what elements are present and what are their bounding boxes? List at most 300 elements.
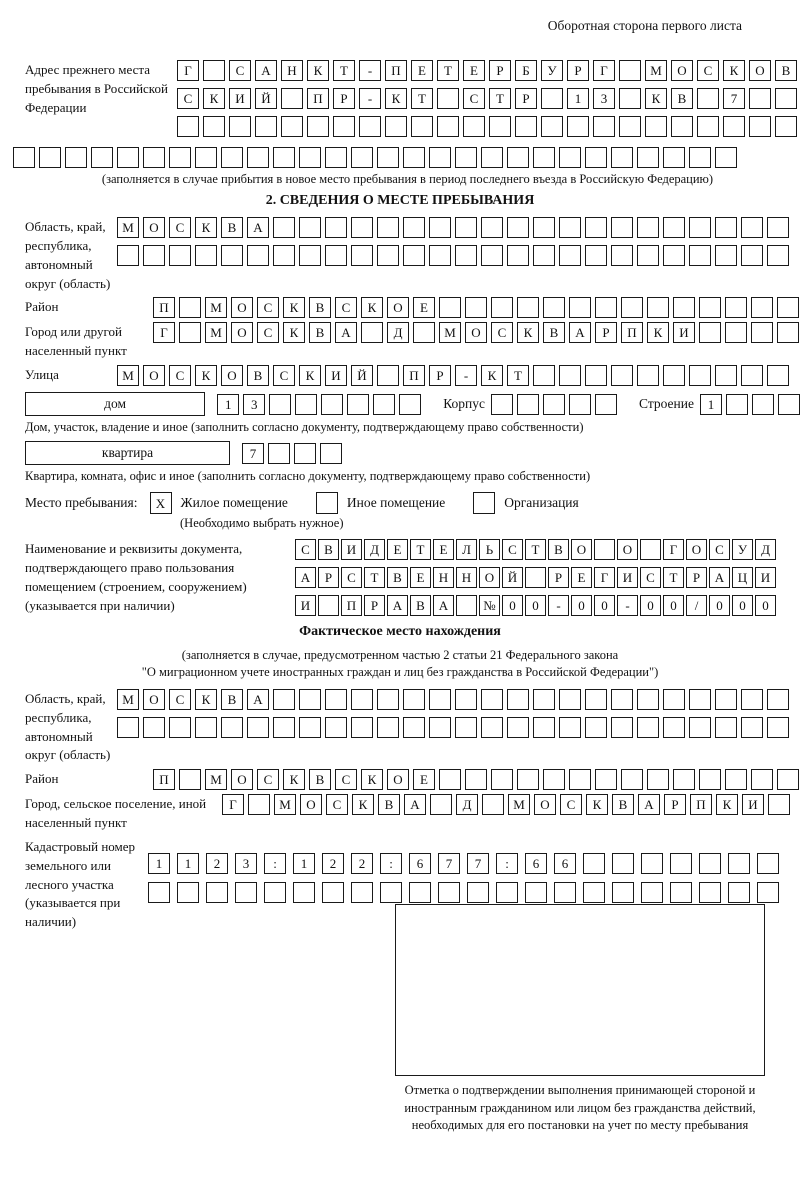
char-box[interactable] [465, 769, 487, 790]
char-box[interactable]: 7 [723, 88, 745, 109]
char-box[interactable]: О [387, 769, 409, 790]
char-box[interactable]: И [755, 567, 776, 588]
char-box[interactable]: Е [410, 567, 431, 588]
char-box[interactable] [699, 853, 721, 874]
char-box[interactable] [583, 853, 605, 874]
char-box[interactable] [567, 116, 589, 137]
char-box[interactable] [456, 595, 477, 616]
char-box[interactable] [91, 147, 113, 168]
char-box[interactable]: В [247, 365, 269, 386]
char-box[interactable]: - [359, 60, 381, 81]
char-box[interactable]: 0 [755, 595, 776, 616]
char-box[interactable] [641, 853, 663, 874]
char-box[interactable]: С [257, 297, 279, 318]
char-box[interactable] [318, 595, 339, 616]
stay-option-other-checkbox[interactable] [316, 492, 338, 514]
char-box[interactable]: О [617, 539, 638, 560]
char-box[interactable]: С [502, 539, 523, 560]
char-box[interactable] [377, 365, 399, 386]
char-box[interactable]: А [295, 567, 316, 588]
char-box[interactable] [619, 88, 641, 109]
char-box[interactable] [455, 147, 477, 168]
char-box[interactable] [281, 88, 303, 109]
char-box[interactable] [299, 717, 321, 738]
char-box[interactable]: 2 [351, 853, 373, 874]
char-box[interactable] [221, 147, 243, 168]
char-box[interactable] [725, 769, 747, 790]
char-box[interactable] [143, 147, 165, 168]
char-box[interactable] [403, 217, 425, 238]
char-box[interactable]: Р [429, 365, 451, 386]
char-box[interactable] [273, 217, 295, 238]
char-box[interactable] [463, 116, 485, 137]
char-box[interactable] [481, 245, 503, 266]
char-box[interactable]: С [640, 567, 661, 588]
char-box[interactable] [294, 443, 316, 464]
char-box[interactable] [715, 689, 737, 710]
char-box[interactable] [637, 365, 659, 386]
char-box[interactable] [559, 217, 581, 238]
char-box[interactable]: С [273, 365, 295, 386]
char-box[interactable]: В [309, 322, 331, 343]
char-box[interactable]: Й [255, 88, 277, 109]
char-box[interactable]: О [143, 689, 165, 710]
char-box[interactable]: Д [387, 322, 409, 343]
char-box[interactable] [697, 88, 719, 109]
char-box[interactable] [377, 217, 399, 238]
char-box[interactable] [351, 717, 373, 738]
char-box[interactable] [697, 116, 719, 137]
char-box[interactable] [640, 539, 661, 560]
char-box[interactable] [715, 217, 737, 238]
char-box[interactable] [403, 689, 425, 710]
char-box[interactable] [491, 769, 513, 790]
char-box[interactable]: 3 [593, 88, 615, 109]
char-box[interactable]: 7 [242, 443, 264, 464]
char-box[interactable] [585, 365, 607, 386]
char-box[interactable] [533, 689, 555, 710]
char-box[interactable]: С [697, 60, 719, 81]
char-box[interactable] [611, 689, 633, 710]
char-box[interactable] [637, 689, 659, 710]
char-box[interactable]: К [283, 769, 305, 790]
char-box[interactable]: 2 [322, 853, 344, 874]
char-box[interactable] [728, 853, 750, 874]
char-box[interactable] [273, 689, 295, 710]
char-box[interactable] [229, 116, 251, 137]
char-box[interactable] [377, 717, 399, 738]
char-box[interactable]: В [318, 539, 339, 560]
char-box[interactable] [663, 147, 685, 168]
char-box[interactable]: : [496, 853, 518, 874]
char-box[interactable] [594, 539, 615, 560]
char-box[interactable] [322, 882, 344, 903]
char-box[interactable]: Р [548, 567, 569, 588]
char-box[interactable]: 6 [525, 853, 547, 874]
char-box[interactable] [430, 794, 452, 815]
char-box[interactable]: К [203, 88, 225, 109]
char-box[interactable]: С [169, 217, 191, 238]
char-box[interactable] [741, 689, 763, 710]
char-box[interactable] [377, 245, 399, 266]
char-box[interactable]: П [690, 794, 712, 815]
char-box[interactable]: М [117, 365, 139, 386]
char-box[interactable] [321, 394, 343, 415]
char-box[interactable]: О [143, 365, 165, 386]
char-box[interactable]: Р [318, 567, 339, 588]
char-box[interactable] [647, 297, 669, 318]
char-box[interactable] [583, 882, 605, 903]
char-box[interactable]: В [309, 297, 331, 318]
char-box[interactable]: И [229, 88, 251, 109]
char-box[interactable] [777, 769, 799, 790]
char-box[interactable]: О [465, 322, 487, 343]
char-box[interactable]: : [380, 853, 402, 874]
char-box[interactable]: С [169, 689, 191, 710]
char-box[interactable]: О [231, 769, 253, 790]
char-box[interactable] [221, 717, 243, 738]
char-box[interactable]: В [410, 595, 431, 616]
char-box[interactable] [169, 147, 191, 168]
char-box[interactable]: 0 [502, 595, 523, 616]
char-box[interactable]: Н [456, 567, 477, 588]
char-box[interactable]: Г [177, 60, 199, 81]
char-box[interactable]: 1 [177, 853, 199, 874]
char-box[interactable]: 1 [567, 88, 589, 109]
char-box[interactable]: В [543, 322, 565, 343]
char-box[interactable]: № [479, 595, 500, 616]
char-box[interactable] [619, 60, 641, 81]
char-box[interactable]: : [264, 853, 286, 874]
char-box[interactable]: П [153, 769, 175, 790]
char-box[interactable]: Г [594, 567, 615, 588]
char-box[interactable] [741, 717, 763, 738]
char-box[interactable] [281, 116, 303, 137]
char-box[interactable]: 0 [571, 595, 592, 616]
char-box[interactable]: П [153, 297, 175, 318]
char-box[interactable]: Е [413, 769, 435, 790]
char-box[interactable] [429, 217, 451, 238]
char-box[interactable]: И [325, 365, 347, 386]
char-box[interactable]: В [309, 769, 331, 790]
char-box[interactable]: 0 [663, 595, 684, 616]
stay-option-organization-checkbox[interactable] [473, 492, 495, 514]
char-box[interactable]: Н [433, 567, 454, 588]
char-box[interactable]: С [229, 60, 251, 81]
char-box[interactable]: И [617, 567, 638, 588]
char-box[interactable] [585, 147, 607, 168]
char-box[interactable] [619, 116, 641, 137]
char-box[interactable]: Р [489, 60, 511, 81]
char-box[interactable] [351, 689, 373, 710]
char-box[interactable]: В [548, 539, 569, 560]
char-box[interactable] [543, 394, 565, 415]
char-box[interactable] [235, 882, 257, 903]
char-box[interactable]: К [283, 297, 305, 318]
char-box[interactable] [749, 116, 771, 137]
char-box[interactable]: Й [351, 365, 373, 386]
char-box[interactable] [663, 245, 685, 266]
char-box[interactable] [525, 882, 547, 903]
char-box[interactable] [585, 245, 607, 266]
char-box[interactable] [595, 769, 617, 790]
char-box[interactable]: О [143, 217, 165, 238]
char-box[interactable] [429, 689, 451, 710]
char-box[interactable]: А [255, 60, 277, 81]
char-box[interactable]: К [299, 365, 321, 386]
char-box[interactable]: С [341, 567, 362, 588]
char-box[interactable] [169, 717, 191, 738]
char-box[interactable] [377, 147, 399, 168]
char-box[interactable] [517, 394, 539, 415]
char-box[interactable] [689, 689, 711, 710]
char-box[interactable]: М [205, 297, 227, 318]
char-box[interactable] [247, 147, 269, 168]
char-box[interactable] [264, 882, 286, 903]
char-box[interactable] [438, 882, 460, 903]
char-box[interactable]: К [195, 365, 217, 386]
char-box[interactable] [671, 116, 693, 137]
char-box[interactable]: Т [364, 567, 385, 588]
char-box[interactable] [295, 394, 317, 415]
char-box[interactable] [481, 717, 503, 738]
char-box[interactable]: В [221, 689, 243, 710]
char-box[interactable] [767, 365, 789, 386]
char-box[interactable]: К [385, 88, 407, 109]
char-box[interactable] [725, 297, 747, 318]
char-box[interactable]: 1 [217, 394, 239, 415]
char-box[interactable] [248, 794, 270, 815]
char-box[interactable] [507, 147, 529, 168]
char-box[interactable] [554, 882, 576, 903]
char-box[interactable]: К [716, 794, 738, 815]
char-box[interactable]: М [117, 689, 139, 710]
char-box[interactable] [751, 769, 773, 790]
char-box[interactable] [143, 717, 165, 738]
char-box[interactable]: С [295, 539, 316, 560]
char-box[interactable]: В [387, 567, 408, 588]
char-box[interactable] [489, 116, 511, 137]
char-box[interactable] [543, 769, 565, 790]
char-box[interactable] [767, 217, 789, 238]
char-box[interactable] [621, 769, 643, 790]
char-box[interactable] [741, 217, 763, 238]
char-box[interactable] [595, 394, 617, 415]
char-box[interactable] [221, 245, 243, 266]
char-box[interactable] [347, 394, 369, 415]
char-box[interactable] [777, 297, 799, 318]
char-box[interactable] [637, 717, 659, 738]
char-box[interactable]: К [481, 365, 503, 386]
char-box[interactable] [117, 147, 139, 168]
char-box[interactable]: 2 [206, 853, 228, 874]
char-box[interactable]: К [647, 322, 669, 343]
char-box[interactable]: О [479, 567, 500, 588]
char-box[interactable]: К [361, 769, 383, 790]
char-box[interactable]: Т [663, 567, 684, 588]
char-box[interactable]: К [307, 60, 329, 81]
char-box[interactable]: Е [413, 297, 435, 318]
char-box[interactable] [559, 245, 581, 266]
char-box[interactable] [725, 322, 747, 343]
char-box[interactable] [689, 717, 711, 738]
char-box[interactable] [673, 769, 695, 790]
char-box[interactable] [333, 116, 355, 137]
char-box[interactable] [752, 394, 774, 415]
char-box[interactable]: М [508, 794, 530, 815]
char-box[interactable] [361, 322, 383, 343]
char-box[interactable] [429, 147, 451, 168]
char-box[interactable]: 7 [438, 853, 460, 874]
char-box[interactable] [663, 717, 685, 738]
char-box[interactable] [203, 116, 225, 137]
char-box[interactable] [496, 882, 518, 903]
char-box[interactable] [247, 245, 269, 266]
char-box[interactable]: Й [502, 567, 523, 588]
char-box[interactable]: Т [333, 60, 355, 81]
char-box[interactable] [403, 717, 425, 738]
char-box[interactable] [612, 853, 634, 874]
char-box[interactable]: 1 [293, 853, 315, 874]
char-box[interactable] [637, 245, 659, 266]
char-box[interactable]: Б [515, 60, 537, 81]
char-box[interactable]: Т [410, 539, 431, 560]
char-box[interactable]: - [617, 595, 638, 616]
char-box[interactable]: П [621, 322, 643, 343]
char-box[interactable] [593, 116, 615, 137]
char-box[interactable] [543, 297, 565, 318]
char-box[interactable]: В [221, 217, 243, 238]
char-box[interactable] [585, 717, 607, 738]
char-box[interactable] [403, 245, 425, 266]
char-box[interactable]: Р [364, 595, 385, 616]
char-box[interactable]: П [403, 365, 425, 386]
char-box[interactable] [585, 689, 607, 710]
char-box[interactable] [206, 882, 228, 903]
char-box[interactable]: А [247, 217, 269, 238]
char-box[interactable] [507, 217, 529, 238]
char-box[interactable] [195, 245, 217, 266]
char-box[interactable] [663, 217, 685, 238]
char-box[interactable]: Е [571, 567, 592, 588]
char-box[interactable] [307, 116, 329, 137]
char-box[interactable] [351, 882, 373, 903]
char-box[interactable] [481, 689, 503, 710]
char-box[interactable] [515, 116, 537, 137]
char-box[interactable]: Т [489, 88, 511, 109]
char-box[interactable] [611, 217, 633, 238]
char-box[interactable]: 0 [709, 595, 730, 616]
char-box[interactable]: Д [755, 539, 776, 560]
char-box[interactable] [247, 717, 269, 738]
char-box[interactable] [728, 882, 750, 903]
char-box[interactable] [541, 116, 563, 137]
char-box[interactable] [429, 717, 451, 738]
char-box[interactable]: Р [567, 60, 589, 81]
char-box[interactable]: Т [507, 365, 529, 386]
char-box[interactable] [377, 689, 399, 710]
char-box[interactable]: У [541, 60, 563, 81]
char-box[interactable]: / [686, 595, 707, 616]
char-box[interactable]: К [283, 322, 305, 343]
char-box[interactable] [715, 147, 737, 168]
char-box[interactable]: Г [593, 60, 615, 81]
char-box[interactable] [689, 365, 711, 386]
char-box[interactable] [559, 365, 581, 386]
char-box[interactable]: К [352, 794, 374, 815]
char-box[interactable] [715, 717, 737, 738]
char-box[interactable]: О [221, 365, 243, 386]
char-box[interactable]: С [169, 365, 191, 386]
char-box[interactable]: К [586, 794, 608, 815]
char-box[interactable]: О [231, 297, 253, 318]
char-box[interactable] [467, 882, 489, 903]
char-box[interactable]: С [335, 297, 357, 318]
char-box[interactable] [715, 365, 737, 386]
char-box[interactable] [195, 147, 217, 168]
char-box[interactable] [777, 322, 799, 343]
char-box[interactable] [611, 717, 633, 738]
char-box[interactable] [559, 689, 581, 710]
char-box[interactable] [775, 88, 797, 109]
char-box[interactable] [169, 245, 191, 266]
char-box[interactable]: Т [525, 539, 546, 560]
char-box[interactable] [751, 322, 773, 343]
char-box[interactable]: - [455, 365, 477, 386]
char-box[interactable] [525, 567, 546, 588]
char-box[interactable]: Н [281, 60, 303, 81]
char-box[interactable] [517, 297, 539, 318]
char-box[interactable]: Г [222, 794, 244, 815]
char-box[interactable]: Р [515, 88, 537, 109]
char-box[interactable] [293, 882, 315, 903]
char-box[interactable] [767, 245, 789, 266]
char-box[interactable]: - [548, 595, 569, 616]
char-box[interactable] [429, 245, 451, 266]
char-box[interactable] [299, 689, 321, 710]
char-box[interactable]: И [742, 794, 764, 815]
char-box[interactable]: С [177, 88, 199, 109]
char-box[interactable]: У [732, 539, 753, 560]
char-box[interactable] [741, 245, 763, 266]
char-box[interactable] [455, 689, 477, 710]
char-box[interactable] [699, 769, 721, 790]
char-box[interactable]: А [433, 595, 454, 616]
char-box[interactable]: Г [153, 322, 175, 343]
char-box[interactable] [715, 245, 737, 266]
char-box[interactable]: 0 [594, 595, 615, 616]
char-box[interactable] [507, 717, 529, 738]
char-box[interactable]: А [404, 794, 426, 815]
char-box[interactable] [767, 689, 789, 710]
char-box[interactable]: С [560, 794, 582, 815]
char-box[interactable] [325, 689, 347, 710]
char-box[interactable] [325, 217, 347, 238]
char-box[interactable]: В [612, 794, 634, 815]
char-box[interactable] [351, 217, 373, 238]
char-box[interactable] [569, 769, 591, 790]
char-box[interactable] [533, 147, 555, 168]
char-box[interactable] [751, 297, 773, 318]
char-box[interactable]: А [569, 322, 591, 343]
char-box[interactable] [741, 365, 763, 386]
char-box[interactable]: М [439, 322, 461, 343]
char-box[interactable] [699, 322, 721, 343]
char-box[interactable] [320, 443, 342, 464]
char-box[interactable]: С [463, 88, 485, 109]
char-box[interactable] [585, 217, 607, 238]
char-box[interactable]: 7 [467, 853, 489, 874]
